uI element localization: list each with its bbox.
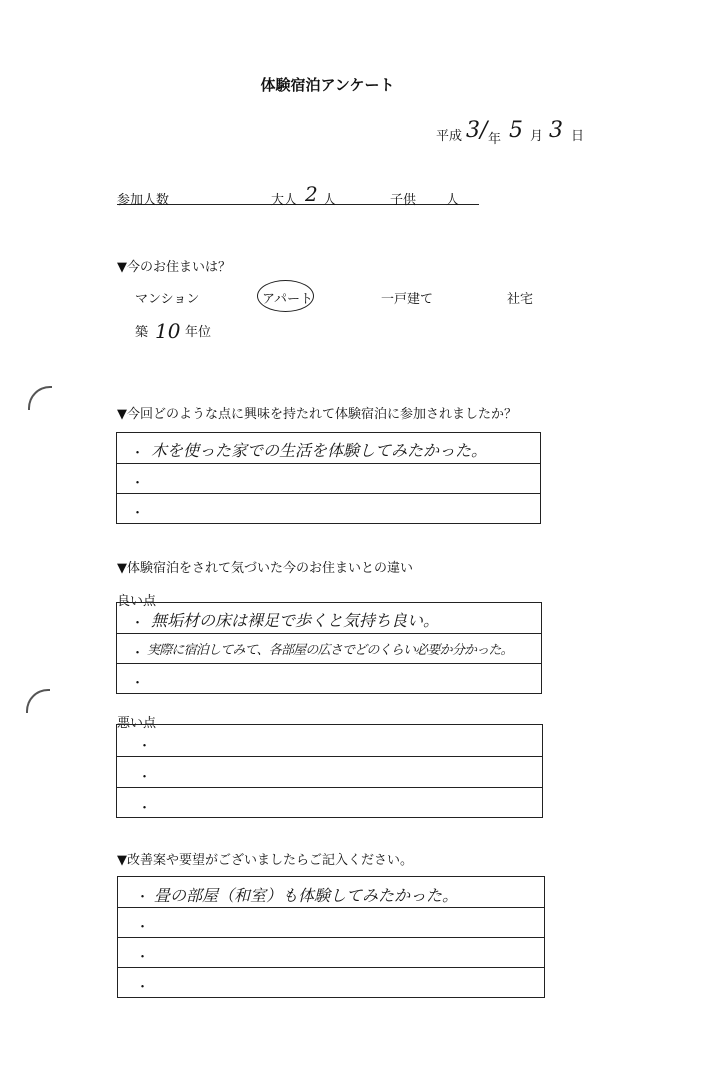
q2-question: ▼今回どのような点に興味を持たれて体験宿泊に参加されましたか？ xyxy=(117,407,517,422)
good-point: 無垢材の床は裸足で歩くと気持ち良い。 xyxy=(151,611,440,630)
participants-line xyxy=(117,182,479,208)
date-year-unit: 年 xyxy=(488,132,502,147)
q4-answer-box xyxy=(117,876,545,998)
good-points-label: 良い点 xyxy=(117,594,157,609)
bad-row-divider xyxy=(117,787,542,788)
q1-option-apartment: アパート xyxy=(262,292,313,307)
bullet: ・ xyxy=(136,980,150,995)
building-age-prefix: 築 xyxy=(135,325,149,340)
bad-points-label: 悪い点 xyxy=(117,716,157,731)
bullet: ・ xyxy=(131,476,145,491)
date-line xyxy=(436,120,596,146)
bullet: ・ xyxy=(131,646,145,661)
q2-row-divider xyxy=(117,493,540,494)
adults-unit: 人 xyxy=(323,193,337,208)
date-day-value: 3 xyxy=(549,118,563,143)
q3-question: ▼体験宿泊をされて気づいた今のお住まいとの違い xyxy=(117,561,413,576)
q2-answer: 木を使った家での生活を体験してみたかった。 xyxy=(151,441,488,460)
good-point: 実際に宿泊してみて、各部屋の広さでどのくらい必要か分かった。 xyxy=(147,643,513,658)
bullet: ・ xyxy=(131,676,145,691)
bullet: ・ xyxy=(138,739,152,754)
q1-option-house: 一戸建て xyxy=(381,292,434,307)
date-day-unit: 日 xyxy=(571,129,585,144)
building-age-value: 10 xyxy=(155,319,181,343)
q1-building-age xyxy=(135,319,235,345)
participants-label: 参加人数 xyxy=(117,193,170,208)
q4-row-divider xyxy=(118,907,544,908)
bullet: ・ xyxy=(138,770,152,785)
binder-hole-bottom xyxy=(26,689,50,713)
bad-points-box xyxy=(116,724,543,818)
binder-hole-top xyxy=(28,386,52,410)
bullet: ・ xyxy=(138,801,152,816)
building-age-suffix: 年位 xyxy=(185,325,212,340)
date-year-value: 3/ xyxy=(466,118,488,143)
bullet: ・ xyxy=(136,920,150,935)
good-points-box xyxy=(116,602,542,694)
bullet: ・ xyxy=(131,446,145,461)
q1-question: ▼今のお住まいは？ xyxy=(117,260,231,275)
q1-option-company-housing: 社宅 xyxy=(507,292,534,307)
bullet: ・ xyxy=(131,616,145,631)
bullet: ・ xyxy=(131,506,145,521)
date-month-value: 5 xyxy=(509,118,523,143)
date-era: 平成 xyxy=(436,129,463,144)
good-row-divider xyxy=(117,633,541,634)
children-label: 子供 xyxy=(390,193,417,208)
bad-row-divider xyxy=(117,756,542,757)
q2-row-divider xyxy=(117,463,540,464)
q2-answer-box xyxy=(116,432,541,524)
date-month-unit: 月 xyxy=(530,129,544,144)
adults-label: 大人 xyxy=(271,193,298,208)
q1-option-mansion: マンション xyxy=(135,292,200,307)
q4-row-divider xyxy=(118,937,544,938)
good-row-divider xyxy=(117,663,541,664)
children-unit: 人 xyxy=(446,193,460,208)
adults-value: 2 xyxy=(305,182,318,206)
q4-answer: 畳の部屋（和室）も体験してみたかった。 xyxy=(154,886,459,905)
q4-question: ▼改善案や要望がございましたらご記入ください。 xyxy=(117,853,413,868)
page-title: 体験宿泊アンケート xyxy=(260,76,395,94)
q4-row-divider xyxy=(118,967,544,968)
bullet: ・ xyxy=(136,950,150,965)
bullet: ・ xyxy=(136,890,150,905)
